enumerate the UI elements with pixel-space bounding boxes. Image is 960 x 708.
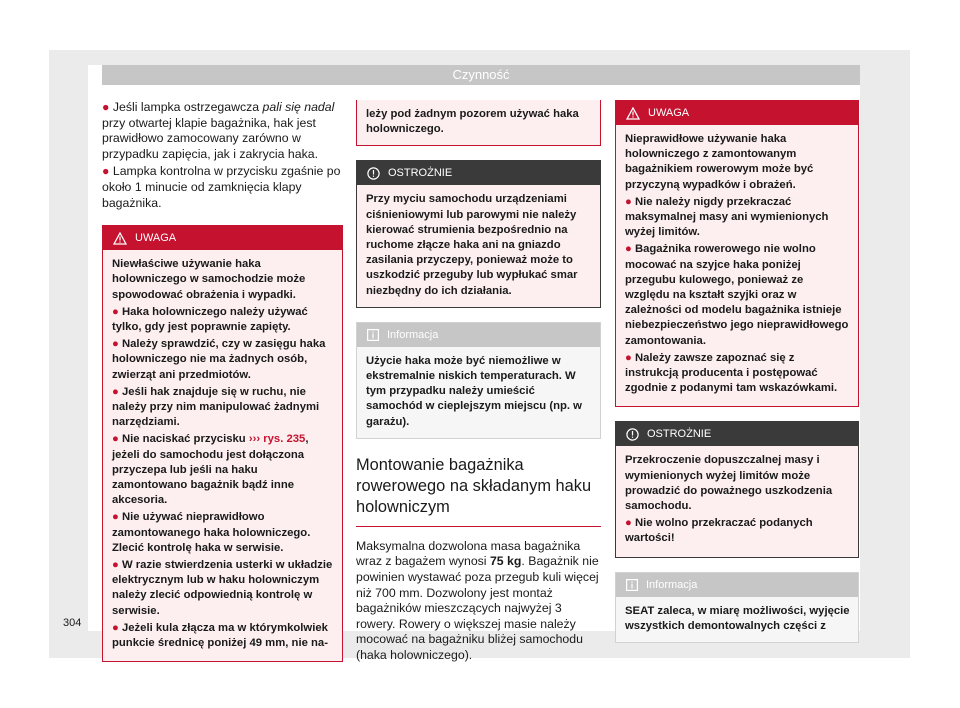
column-left bbox=[102, 100, 343, 662]
column-right bbox=[615, 100, 859, 643]
caution-item bbox=[625, 516, 850, 546]
caution-box-header bbox=[357, 161, 600, 185]
caution-box-title: OSTROŻNIE bbox=[388, 167, 453, 180]
warning-item-text: Bagażnika rowerowego nie wolno mocować na szyjce haka poniżej przegubu kulowego, ponieważ ze względu na kształt szyjki oraz w zależności od modelu bagażnika istnieje niebezpieczeństwo jego nieprawidłowego zamontowania. bbox=[625, 243, 849, 347]
warning-item bbox=[112, 432, 334, 508]
info-box-body: Użycie haka może być niemożliwe w ekstremalnie niskich temperaturach. W tym przypadku należy umieścić samochód w cieplejszym miejscu (np. w garażu). bbox=[357, 347, 600, 438]
warning-item bbox=[112, 621, 334, 651]
warning-intro: Nieprawidłowe używanie haka holowniczego z zamontowanym bagażnikiem rowerowym może być przyczyną wypadków i obrażeń. bbox=[625, 133, 814, 191]
warning-item-text: W razie stwierdzenia usterki w układzie elektrycznym lub w haku holowniczym należy zlecić odpowiednią kontrolę w serwisie. bbox=[112, 559, 333, 617]
warning-item bbox=[112, 558, 334, 619]
warning-item-text: Nie używać nieprawidłowo zamontowanego haka holowniczego. Zlecić kontrolę haka w serwisie. bbox=[112, 511, 311, 554]
caution-box-title: OSTROŻNIE bbox=[647, 428, 712, 441]
info-box-body: SEAT zaleca, w miarę możliwości, wyjęcie wszystkich demontowalnych części z bbox=[616, 597, 858, 642]
caution-box-body bbox=[616, 446, 858, 556]
warning-item bbox=[625, 351, 850, 397]
info-box bbox=[615, 572, 859, 643]
warning-box-header bbox=[103, 226, 342, 250]
figure-reference-link[interactable]: ››› rys. 235 bbox=[248, 433, 306, 446]
caution-intro: Przekroczenie dopuszczalnej masy i wymienionych wyżej limitów może prowadzić do poważnego uszkodzenia samochodu. bbox=[625, 454, 833, 513]
warning-triangle-icon bbox=[113, 232, 127, 245]
warning-box-header bbox=[616, 101, 858, 125]
warning-item bbox=[112, 305, 334, 335]
caution-item-text: Nie wolno przekraczać podanych wartości! bbox=[625, 517, 813, 545]
warning-box-body bbox=[103, 250, 342, 661]
paragraph-lamp-on bbox=[102, 100, 343, 162]
info-square-icon bbox=[367, 329, 379, 341]
warning-triangle-icon bbox=[626, 107, 640, 120]
warning-item bbox=[625, 242, 850, 348]
info-circle-icon bbox=[367, 167, 380, 180]
warning-box-title: UWAGA bbox=[648, 107, 690, 119]
caution-box-body: Przy myciu samochodu urządzeniami ciśnieniowymi lub parowymi nie należy kierować strumienia bezpośrednio na ruchome złącze haka ani na gniazdo zasilania przyczepy, ponieważ może to uszkodzić przeguby lub wypłukać smar niezbędny do ich działania. bbox=[357, 185, 600, 306]
paragraph-lamp-off bbox=[102, 164, 343, 211]
bullet: ● bbox=[112, 559, 122, 572]
warning-box-continued-body: leży pod żadnym pozorem używać haka holowniczego. bbox=[357, 100, 600, 145]
warning-box-continued bbox=[356, 100, 601, 146]
bullet: ● bbox=[625, 195, 635, 208]
bullet: ● bbox=[112, 621, 122, 634]
info-box-header bbox=[616, 573, 858, 597]
warning-item-text: Haka holowniczego należy używać tylko, gdy jest poprawnie zapięty. bbox=[112, 305, 308, 333]
caution-box bbox=[615, 421, 859, 557]
bullet: ● bbox=[102, 100, 110, 114]
warning-item bbox=[112, 510, 334, 556]
warning-item bbox=[112, 337, 334, 383]
warning-item-text: Nie należy nigdy przekraczać maksymalnej masy ani wymienionych wyżej limitów. bbox=[625, 195, 829, 239]
bullet: ● bbox=[625, 517, 635, 530]
warning-box bbox=[102, 225, 343, 662]
section-text-bold: 75 kg bbox=[489, 554, 522, 569]
bullet: ● bbox=[102, 164, 110, 179]
warning-intro: Niewłaściwe używanie haka holowniczego w samochodzie może spowodować obrażenia i wypadki. bbox=[112, 258, 306, 301]
paragraph-text: przy otwartej klapie bagażnika, hak jest prawidłowo zamocowany zarówno w przypadku zapięcia, jak i zakrycia haka. bbox=[102, 115, 318, 161]
warning-item-text: Jeśli hak znajduje się w ruchu, nie należy przy nim manipulować żadnymi narzędziami. bbox=[112, 385, 320, 429]
bullet: ● bbox=[112, 385, 122, 398]
column-middle bbox=[356, 100, 601, 664]
paragraph-text: Lampka kontrolna w przycisku zgaśnie po około 1 minucie od zamknięcia klapy bagażnika. bbox=[102, 164, 341, 210]
paragraph-text: Jeśli lampka ostrzegawcza bbox=[112, 100, 263, 114]
section-body bbox=[356, 539, 601, 664]
info-box bbox=[356, 322, 601, 439]
page-number: 304 bbox=[63, 617, 82, 629]
warning-box-title: UWAGA bbox=[135, 232, 177, 245]
bullet: ● bbox=[112, 511, 122, 524]
caution-box-header bbox=[616, 422, 858, 446]
warning-item bbox=[625, 195, 850, 241]
bullet: ● bbox=[625, 351, 635, 364]
section-text: . Bagażnik nie powinien wystawać poza przegub kuli więcej niż 700 mm. Dozwolony jest montaż bagażników mieszczących najwyżej 3 rowery. Rowery o większej masie należy mocować na bagażniku bliżej samochodu (haka holowniczego). bbox=[356, 554, 599, 662]
warning-item-text: Jeżeli kula złącza ma w którymkolwiek punkcie średnicę poniżej 49 mm, nie na- bbox=[112, 621, 328, 650]
warning-item-text: Należy sprawdzić, czy w zasięgu haka holowniczego nie ma żadnych osób, zwierząt ani przedmiotów. bbox=[112, 338, 326, 381]
info-box-title: Informacja bbox=[387, 328, 439, 341]
section-title: Montowanie bagażnika rowerowego na składanym haku holowniczym bbox=[356, 449, 601, 527]
warning-item-text: , jeżeli do samochodu jest dołączona przyczepa lub jeśli na haku zamontowano bagażnik bądź inne akcesoria. bbox=[112, 433, 309, 507]
info-square-icon bbox=[626, 579, 638, 591]
info-box-title: Informacja bbox=[646, 578, 698, 591]
paragraph-italic: pali się nadal bbox=[262, 100, 335, 114]
warning-item bbox=[112, 385, 334, 431]
info-box-header bbox=[357, 323, 600, 347]
page-header: Czynność bbox=[102, 65, 860, 85]
warning-box-body bbox=[616, 125, 858, 406]
warning-item-text: Należy zawsze zapoznać się z instrukcją producenta i postępować zgodnie z podanymi tam wskazówkami. bbox=[625, 351, 838, 395]
section-text: Maksymalna dozwolona masa bagażnika wraz z bagażem wynosi bbox=[356, 538, 581, 569]
info-circle-icon bbox=[626, 428, 639, 441]
warning-box bbox=[615, 100, 859, 407]
bullet: ● bbox=[112, 338, 122, 351]
bullet: ● bbox=[112, 433, 122, 446]
bullet: ● bbox=[625, 243, 635, 256]
caution-box bbox=[356, 160, 601, 307]
bullet: ● bbox=[112, 305, 122, 318]
warning-item-text: Nie naciskać przycisku bbox=[121, 433, 249, 446]
